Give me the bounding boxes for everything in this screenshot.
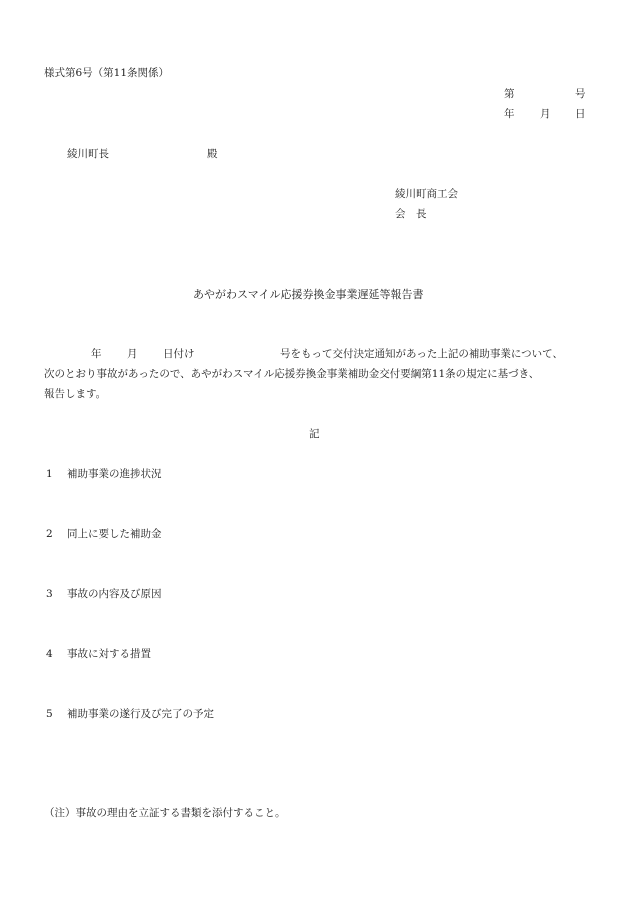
date-month: 月: [540, 108, 551, 120]
item-number: 4: [46, 648, 53, 660]
doc-number-suffix: 号: [575, 88, 586, 100]
body-line1-rest: 号をもって交付決定通知があった上記の補助事業について、: [280, 348, 563, 360]
item-number: 2: [46, 528, 53, 540]
item-number: 5: [46, 708, 53, 720]
addressee-honorific: 殿: [207, 148, 218, 160]
item-label: 事故の内容及び原因: [67, 588, 162, 600]
form-label: 様式第6号（第11条関係）: [44, 67, 170, 79]
item-label: 事故に対する措置: [67, 648, 151, 660]
body-line2: 次のとおり事故があったので、あやがわスマイル応援券換金事業補助金交付要綱第11条の規定に基づき、: [44, 368, 540, 380]
sender-title: 会 長: [395, 208, 427, 220]
footnote: （注）事故の理由を立証する書類を添付すること。: [44, 807, 286, 819]
page-title: あやがわスマイル応援券換金事業遅延等報告書: [193, 288, 424, 301]
item-label: 同上に要した補助金: [67, 528, 162, 540]
item-number: 3: [46, 588, 53, 600]
date-day: 日: [575, 108, 586, 120]
body-line1-day: 日付け: [163, 348, 195, 360]
body-line1-month: 月: [127, 348, 138, 360]
date-year: 年: [504, 108, 515, 120]
doc-number-prefix: 第: [504, 88, 515, 100]
body-line3: 報告します。: [44, 388, 107, 400]
item-label: 補助事業の進捗状況: [67, 468, 162, 480]
item-label: 補助事業の遂行及び完了の予定: [67, 708, 214, 720]
body-line1-year: 年: [91, 348, 102, 360]
item-number: 1: [46, 468, 53, 480]
sender-org: 綾川町商工会: [395, 188, 458, 200]
addressee-name: 綾川町長: [67, 148, 109, 160]
ki-heading: 記: [309, 428, 320, 440]
